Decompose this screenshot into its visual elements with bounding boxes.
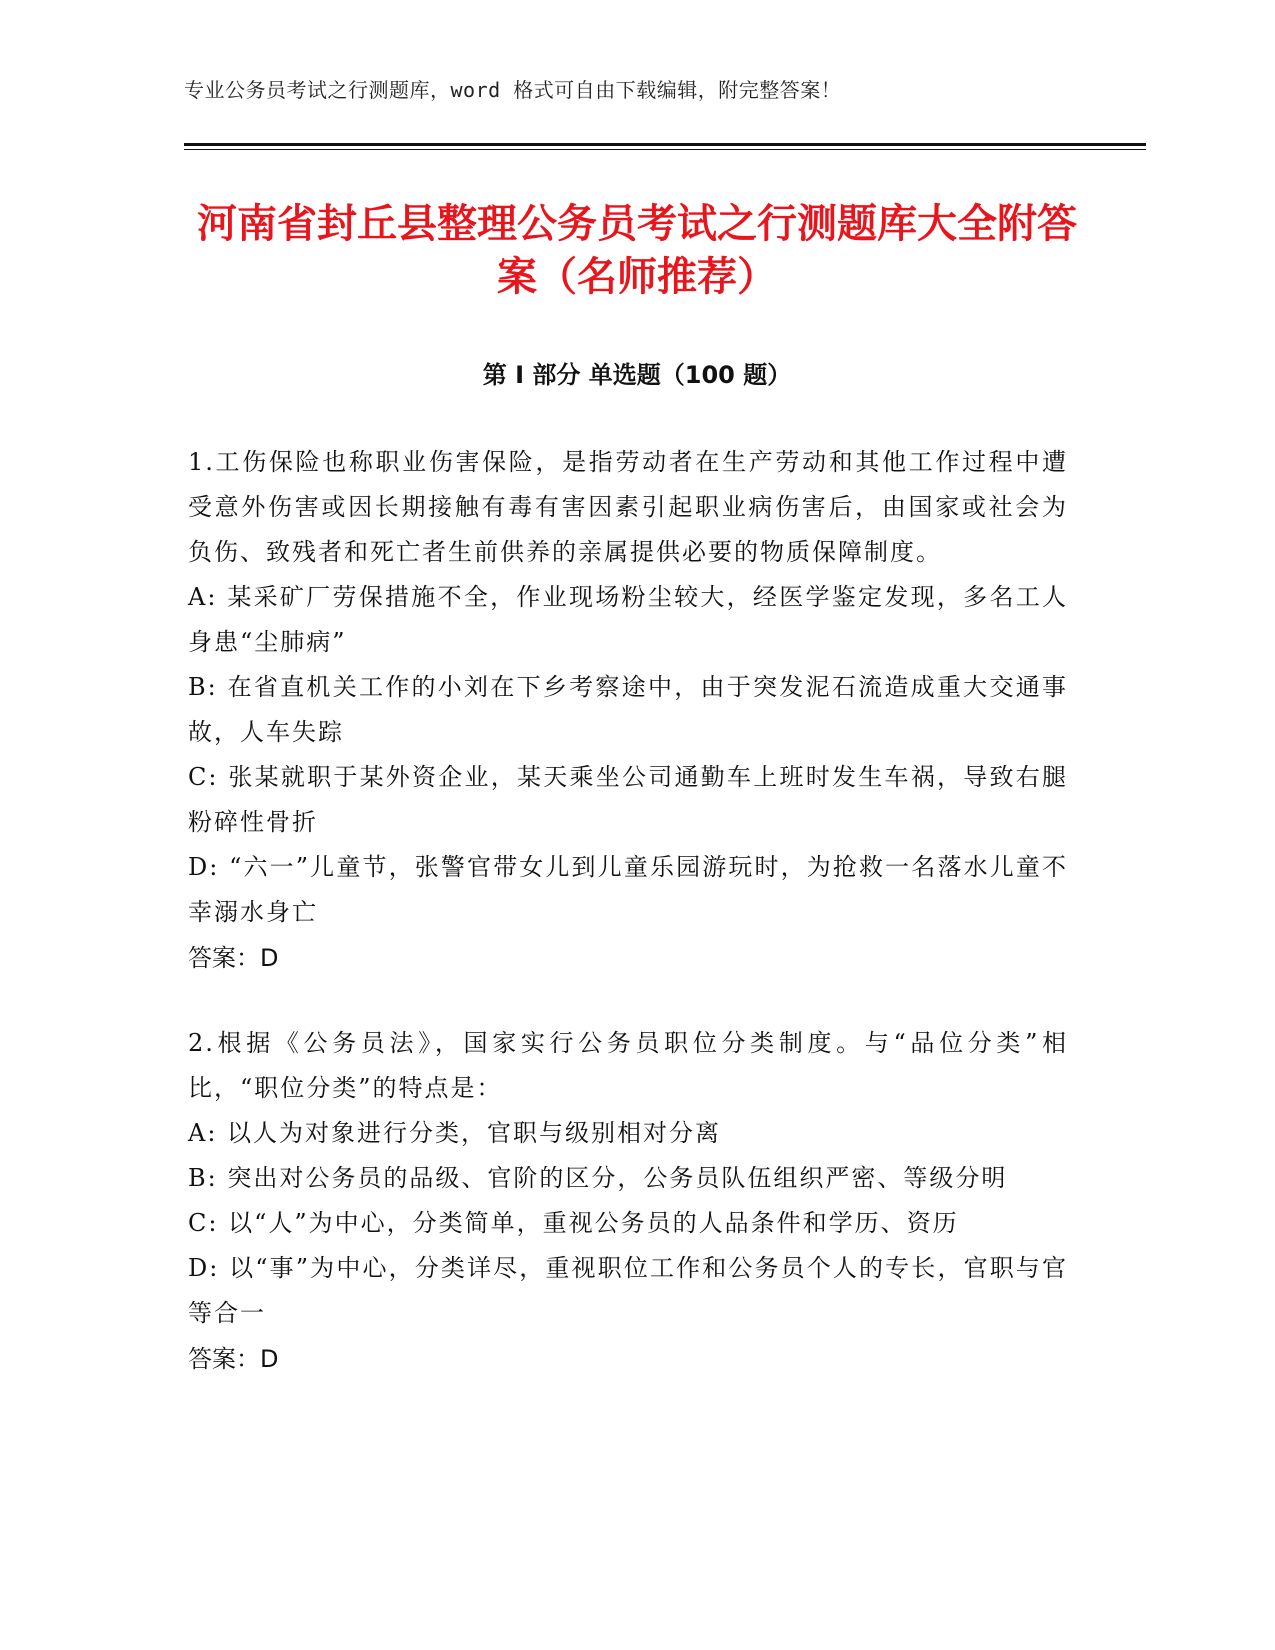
- option-c: C: 张某就职于某外资企业，某天乘坐公司通勤车上班时发生车祸，导致右腿粉碎性骨折: [188, 763, 1068, 836]
- option-a: A: 以人为对象进行分类，官职与级别相对分离: [188, 1119, 722, 1147]
- option-b: B: 突出对公务员的品级、官阶的区分，公务员队伍组织严密、等级分明: [188, 1164, 1008, 1192]
- option-d: D: “六一”儿童节，张警官带女儿到儿童乐园游玩时，为抢救一名落水儿童不幸溺水身亡: [188, 853, 1068, 926]
- question-2: [188, 1021, 1068, 1382]
- header-rule-thick: [184, 143, 1146, 146]
- header-rule-thin: [184, 149, 1146, 150]
- answer: 答案：D: [188, 944, 279, 972]
- question-list: [188, 440, 1068, 1422]
- option-c: C: 以“人”为中心，分类简单，重视公务员的人品条件和学历、资历: [188, 1209, 959, 1237]
- option-b: B: 在省直机关工作的小刘在下乡考察途中，由于突发泥石流造成重大交通事故，人车失踪: [188, 673, 1068, 746]
- option-a: A: 某采矿厂劳保措施不全，作业现场粉尘较大，经医学鉴定发现，多名工人身患“尘肺病”: [188, 583, 1068, 656]
- question-text: 2.根据《公务员法》，国家实行公务员职位分类制度。与“品位分类”相比，“职位分类”的特点是：: [188, 1029, 1068, 1102]
- question-text: 1.工伤保险也称职业伤害保险，是指劳动者在生产劳动和其他工作过程中遭受意外伤害或因长期接触有毒有害因素引起职业病伤害后，由国家或社会为负伤、致残者和死亡者生前供养的亲属提供必要的物质保障制度。: [188, 448, 1068, 566]
- document-title: 河南省封丘县整理公务员考试之行测题库大全附答案（名师推荐）: [197, 201, 1077, 300]
- option-d: D: 以“事”为中心，分类详尽，重视职位工作和公务员个人的专长，官职与官等合一: [188, 1254, 1068, 1327]
- question-1: [188, 440, 1068, 981]
- header-note: 专业公务员考试之行测题库，word 格式可自由下载编辑，附完整答案！: [184, 78, 842, 102]
- section-title: 第 I 部分 单选题（100 题）: [482, 361, 792, 389]
- answer: 答案：D: [188, 1345, 279, 1373]
